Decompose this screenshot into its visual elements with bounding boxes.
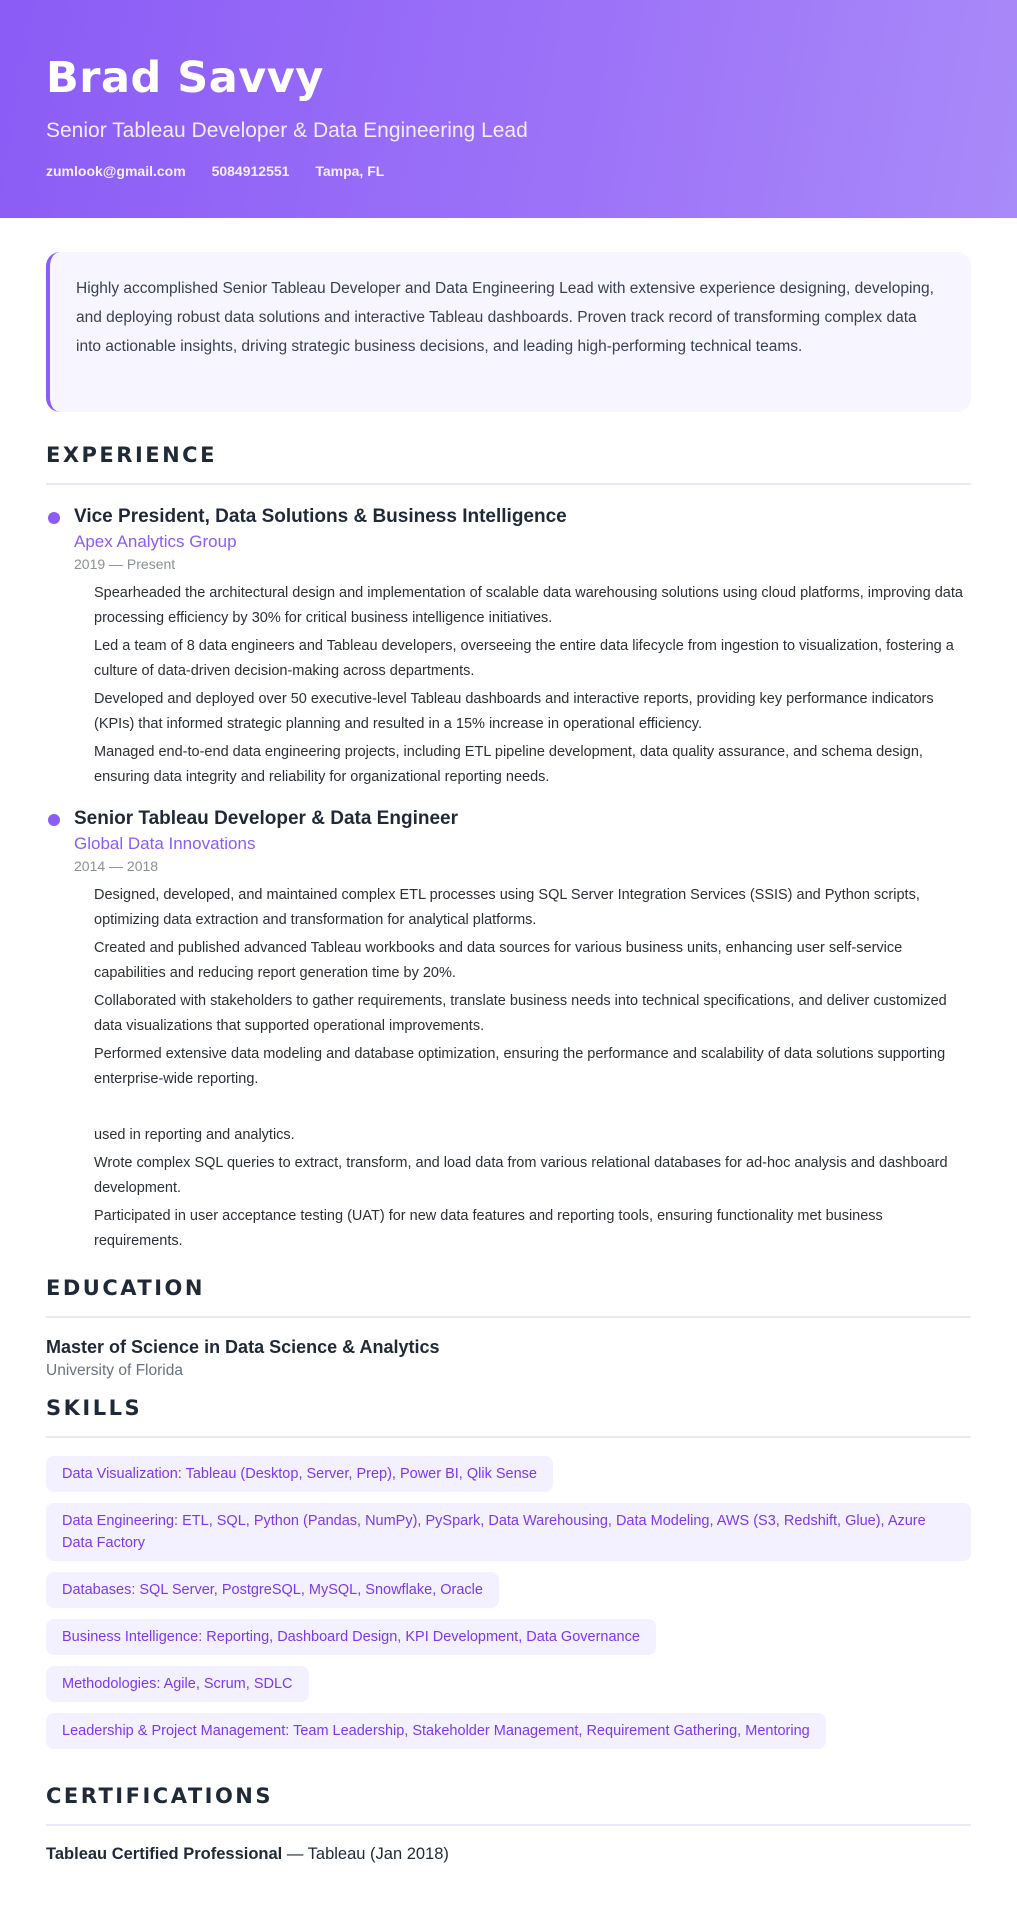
candidate-name: Brad Savvy <box>46 53 324 103</box>
page-gap <box>94 1095 971 1123</box>
skill-tag: Methodologies: Agile, Scrum, SDLC <box>46 1666 309 1702</box>
job-title: Vice President, Data Solutions & Business Intelligence <box>74 506 567 527</box>
skill-tag: Leadership & Project Management: Team Leadership, Stakeholder Management, Requirement Gathering, Mentoring <box>46 1713 826 1749</box>
skill-tag: Business Intelligence: Reporting, Dashboard Design, KPI Development, Data Governance <box>46 1619 656 1655</box>
job-bullet: Led a team of 8 data engineers and Tableau developers, overseeing the entire data lifecycle from ingestion to visualization, fostering a culture of data-driven decision-making across departments. <box>94 638 954 679</box>
certification-entry <box>46 1842 971 1866</box>
experience-heading: EXPERIENCE <box>46 443 971 485</box>
job-company: Global Data Innovations <box>74 834 256 853</box>
education-school: University of Florida <box>46 1362 183 1379</box>
skill-tag: Databases: SQL Server, PostgreSQL, MySQL, Snowflake, Oracle <box>46 1572 499 1608</box>
job-bullet-dot <box>48 512 60 524</box>
certification-detail: — Tableau (Jan 2018) <box>282 1845 449 1863</box>
job-bullet: Wrote complex SQL queries to extract, transform, and load data from various relational databases for ad-hoc analysis and dashboard development. <box>94 1155 948 1196</box>
job-bullet: Collaborated with stakeholders to gather requirements, translate business needs into technical specifications, and deliver customized data visualizations that supported operational improvements. <box>94 993 947 1034</box>
education-entry <box>46 1334 971 1382</box>
job-bullet: Managed end-to-end data engineering projects, including ETL pipeline development, data quality assurance, and schema design, ensuring data integrity and reliability for organizational reporting needs. <box>94 744 923 785</box>
job-dates: 2014 — 2018 <box>74 858 159 874</box>
contact-email[interactable]: zumlook@gmail.com <box>46 163 186 179</box>
summary-box: Highly accomplished Senior Tableau Developer and Data Engineering Lead with extensive experience designing, developing, and deploying robust data solutions and interactive Tableau dashboards. Proven track record of transforming complex data into actionable insights, driving strategic business decisions, and leading high-performing technical teams. <box>46 252 971 412</box>
job-bullet: used in reporting and analytics. <box>94 1127 295 1143</box>
education-degree: Master of Science in Data Science & Analytics <box>46 1337 440 1357</box>
contact-phone[interactable]: 5084912551 <box>211 163 290 179</box>
skill-tag: Data Engineering: ETL, SQL, Python (Pandas, NumPy), PySpark, Data Warehousing, Data Modeling, AWS (S3, Redshift, Glue), Azure Data Factory <box>46 1503 971 1561</box>
candidate-title: Senior Tableau Developer & Data Engineering Lead <box>46 119 528 142</box>
skills-list <box>46 1456 971 1760</box>
job-bullet-dot <box>48 814 60 826</box>
certifications-heading: CERTIFICATIONS <box>46 1784 971 1826</box>
resume-header <box>0 0 1017 218</box>
job-bullet: Spearheaded the architectural design and implementation of scalable data warehousing solutions using cloud platforms, improving data processing efficiency by 30% for critical business intelligence initiatives. <box>94 585 963 626</box>
job-bullet: Participated in user acceptance testing (UAT) for new data features and reporting tools, ensuring functionality met business requirements. <box>94 1208 883 1249</box>
job-bullet: Developed and deployed over 50 executive-level Tableau dashboards and interactive reports, providing key performance indicators (KPIs) that informed strategic planning and resulted in a 15% increase in operational efficiency. <box>94 691 934 732</box>
job-bullet: Performed extensive data modeling and database optimization, ensuring the performance and scalability of data solutions supporting enterprise-wide reporting. <box>94 1046 946 1087</box>
education-heading: EDUCATION <box>46 1276 971 1318</box>
job-company: Apex Analytics Group <box>74 532 237 551</box>
resume-body <box>46 252 971 1866</box>
certification-name: Tableau Certified Professional <box>46 1845 283 1863</box>
contact-info <box>46 163 1017 179</box>
job-bullets <box>74 883 971 1254</box>
job-dates: 2019 — Present <box>74 556 176 572</box>
contact-location: Tampa, FL <box>315 163 385 179</box>
skills-heading: SKILLS <box>46 1396 971 1438</box>
job-entry <box>46 504 971 790</box>
job-bullets <box>74 581 971 790</box>
job-bullet: Created and published advanced Tableau workbooks and data sources for various business units, enhancing user self-service capabilities and reducing report generation time by 20%. <box>94 940 903 981</box>
job-title: Senior Tableau Developer & Data Engineer <box>74 808 458 829</box>
job-bullet: Designed, developed, and maintained complex ETL processes using SQL Server Integration Services (SSIS) and Python scripts, optimizing data extraction and transformation for analytical platforms. <box>94 887 920 928</box>
skill-tag: Data Visualization: Tableau (Desktop, Server, Prep), Power BI, Qlik Sense <box>46 1456 553 1492</box>
job-entry <box>46 806 971 1254</box>
